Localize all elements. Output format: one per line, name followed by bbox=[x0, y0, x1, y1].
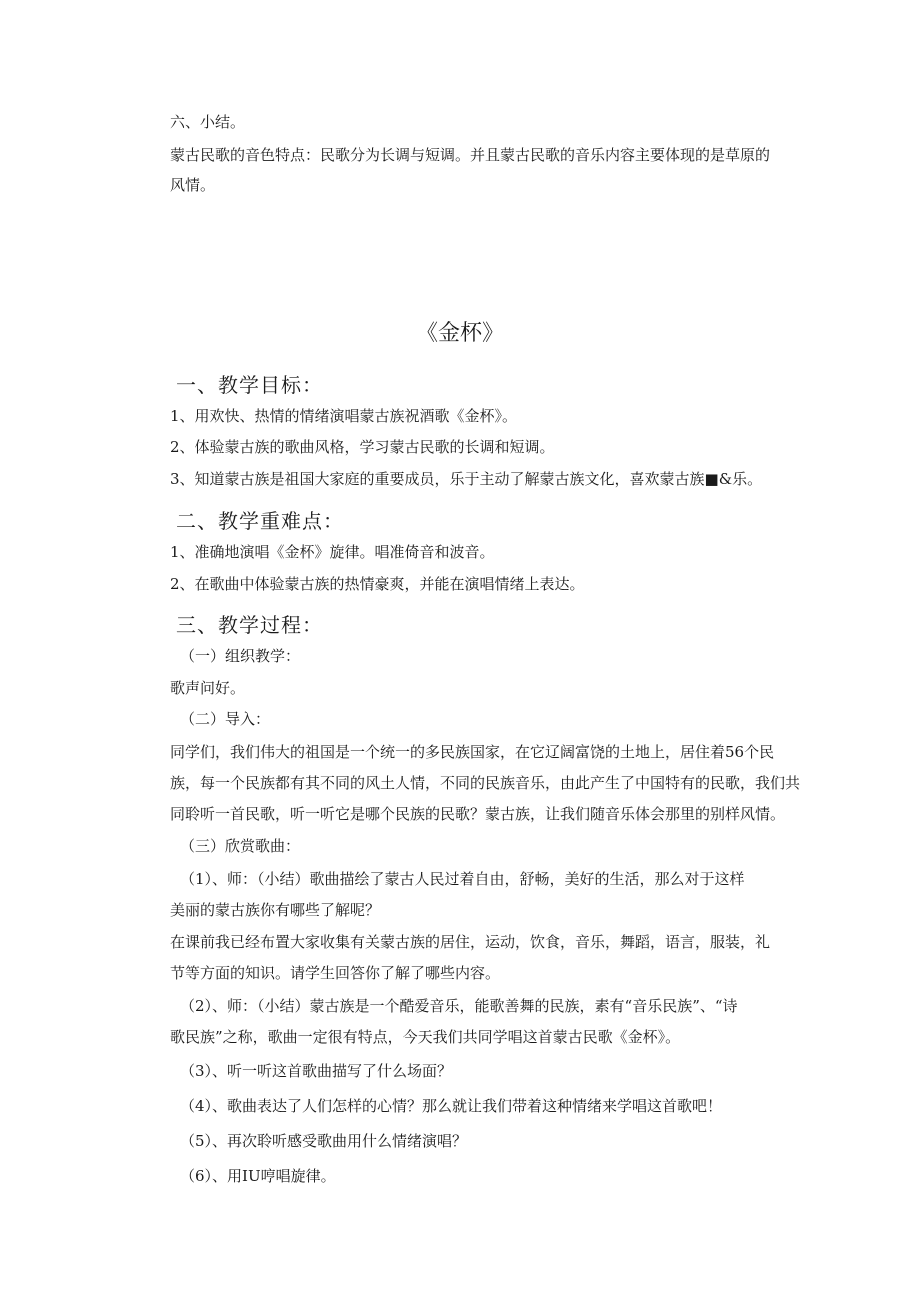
intro-para-line-2: 族，每一个民族都有其不同的风土人情，不同的民族音乐，由此产生了中国特有的民歌，我们共 bbox=[170, 774, 801, 792]
objective-item-1: 1、用欢快、热情的情绪演唱蒙古族祝酒歌《金杯》。 bbox=[170, 407, 518, 425]
sub-heading-3: （三）欣赏歌曲： bbox=[180, 837, 301, 855]
step-5: （5）、再次聆听感受歌曲用什么情绪演唱？ bbox=[180, 1132, 468, 1150]
sub-heading-1: （一）组织教学： bbox=[180, 647, 301, 665]
keypoint-item-2: 2、在歌曲中体验蒙古族的热情豪爽，并能在演唱情绪上表达。 bbox=[170, 575, 585, 593]
sub-heading-2: （二）导入： bbox=[180, 710, 271, 728]
step-4: （4）、歌曲表达了人们怎样的心情？那么就让我们带着这种情绪来学唱这首歌吧！ bbox=[180, 1097, 723, 1115]
objective-item-2: 2、体验蒙古族的歌曲风格，学习蒙古民歌的长调和短调。 bbox=[170, 438, 555, 456]
page-title: 《金杯》 bbox=[415, 321, 504, 346]
step-1-line-2: 美丽的蒙古族你有哪些了解呢？ bbox=[170, 901, 381, 919]
prep-para-line-1: 在课前我已经布置大家收集有关蒙古族的居住，运动，饮食，音乐，舞蹈，语言，服装，礼 bbox=[170, 933, 771, 951]
objective-item-3: 3、知道蒙古族是祖国大家庭的重要成员，乐于主动了解蒙古族文化，喜欢蒙古族■&乐。 bbox=[170, 470, 763, 488]
intro-para-line-3: 同聆听一首民歌，听一听它是哪个民族的民歌？蒙古族，让我们随音乐体会那里的别样风情。 bbox=[170, 805, 786, 823]
section-2-heading: 二、教学重难点： bbox=[176, 509, 344, 533]
step-6: （6）、用IU哼唱旋律。 bbox=[180, 1167, 336, 1185]
section-1-heading: 一、教学目标： bbox=[176, 373, 323, 397]
step-1-line-1: （1）、师：（小结）歌曲描绘了蒙古人民过着自由，舒畅，美好的生活，那么对于这样 bbox=[180, 870, 745, 888]
step-2-line-2: 歌民族”之称，歌曲一定很有特点，今天我们共同学唱这首蒙古民歌《金杯》。 bbox=[170, 1028, 681, 1046]
keypoint-item-1: 1、准确地演唱《金杯》旋律。唱准倚音和波音。 bbox=[170, 543, 495, 561]
sub-1-text: 歌声问好。 bbox=[170, 679, 246, 697]
summary-line-1: 蒙古民歌的音色特点：民歌分为长调与短调。并且蒙古民歌的音乐内容主要体现的是草原的 bbox=[170, 146, 771, 164]
prep-para-line-2: 节等方面的知识。请学生回答你了解了哪些内容。 bbox=[170, 964, 501, 982]
intro-para-line-1: 同学们，我们伟大的祖国是一个统一的多民族国家，在它辽阔富饶的土地上，居住着56个民 bbox=[170, 743, 775, 761]
step-2-line-1: （2）、师：（小结）蒙古族是一个酷爱音乐，能歌善舞的民族，素有“音乐民族”、“诗 bbox=[180, 997, 738, 1015]
summary-heading: 六、小结。 bbox=[170, 113, 246, 131]
step-3: （3）、听一听这首歌曲描写了什么场面？ bbox=[180, 1062, 453, 1080]
summary-line-2: 风情。 bbox=[170, 176, 216, 194]
section-3-heading: 三、教学过程： bbox=[176, 613, 323, 637]
